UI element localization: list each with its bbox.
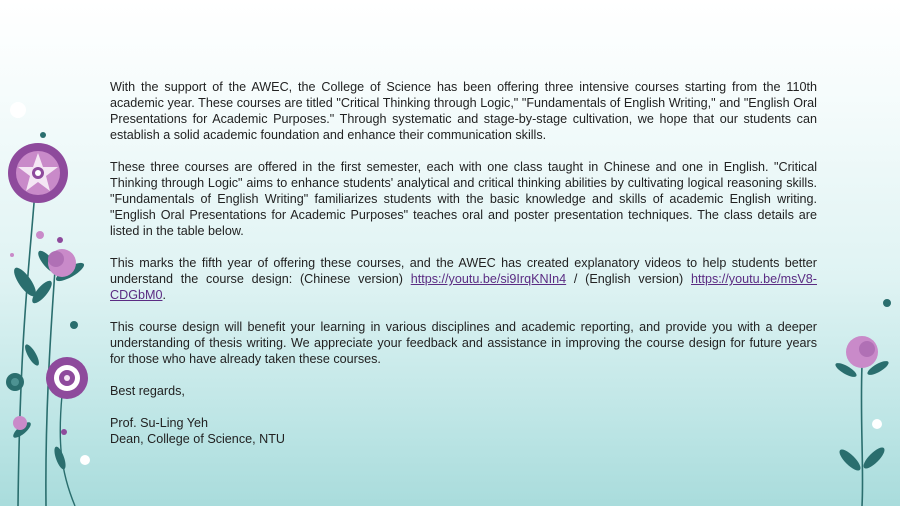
paragraph-intro: With the support of the AWEC, the College of Science has been offering three intensive courses starting from the 110th academic year. These courses are titled "Critical Thinking through Logic," "Fundamentals of English Writing," and "English Oral Presentations for Academic Purposes." Through systematic and stage-by-stage cultivation, we hope that our students can establish a solid academic foundation and enhance their communication skills.: [110, 80, 817, 142]
letter-body: [110, 79, 817, 447]
paragraph-videos-text: This marks the fifth year of offering these courses, and the AWEC has created explanatory videos to help students better understand the course design: (Chinese version): [110, 256, 817, 286]
paragraph-videos-end: .: [162, 288, 166, 302]
signer-name: Prof. Su-Ling Yeh: [110, 416, 209, 430]
paragraph-courses: These three courses are offered in the first semester, each with one class taught in Chinese and one in English. "Critical Thinking through Logic" aims to enhance students' analytical and critical thinking abilities by cultivating logical reasoning skills. "Fundamentals of English Writing" familiarizes students with the basic knowledge and skills of academic English writing. "English Oral Presentations for Academic Purposes" teaches oral and poster presentation techniques. The class details are listed in the table below.: [110, 160, 817, 238]
link-chinese-video[interactable]: https://youtu.be/si9IrqKNIn4: [410, 272, 567, 286]
link-english-video[interactable]: https://youtu.be/msV8-CDGbM0: [110, 272, 817, 302]
paragraph-videos-middle: / (English version): [566, 272, 691, 286]
closing-salutation: Best regards,: [110, 384, 185, 398]
signer-title: Dean, College of Science, NTU: [110, 432, 285, 446]
paragraph-closing-remarks: This course design will benefit your learning in various disciplines and academic reporting, and provide you with a deeper understanding of thesis writing. We appreciate your feedback and assistance in improving the course design for future years for those who have already taken these courses.: [110, 320, 817, 366]
paragraph-videos: [110, 255, 817, 303]
